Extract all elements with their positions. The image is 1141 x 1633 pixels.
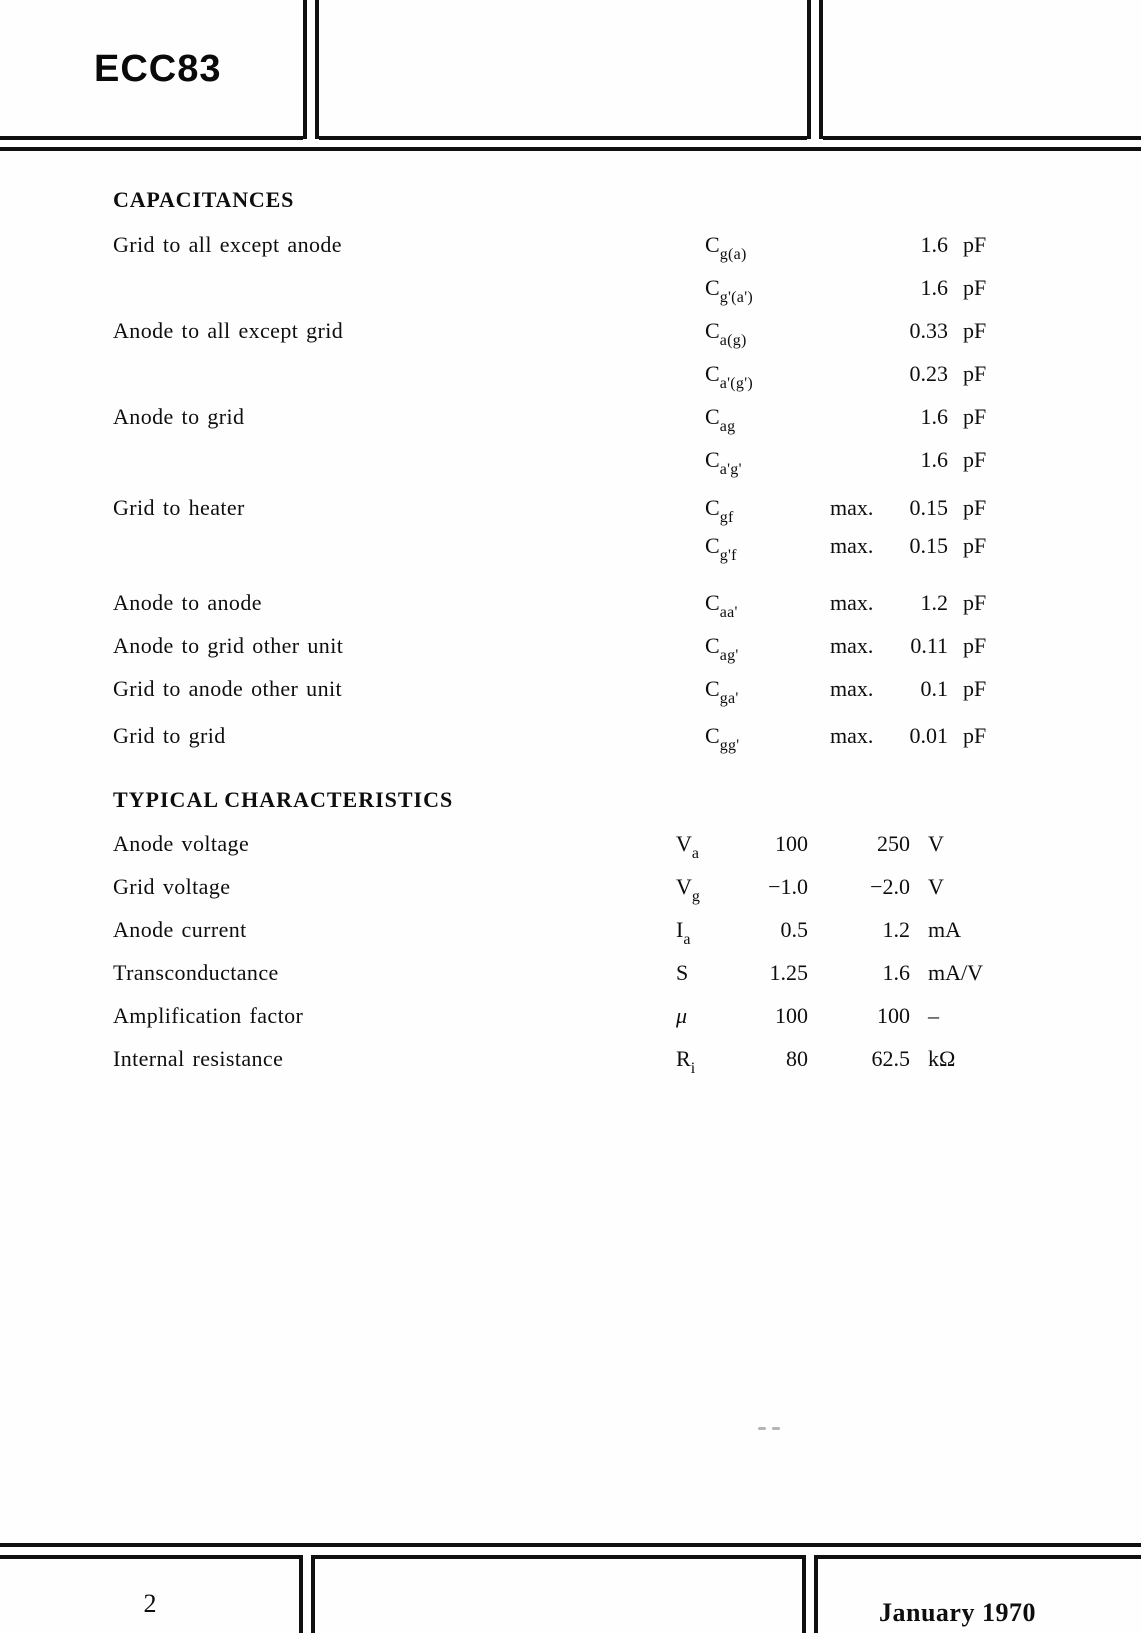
row-label: Anode voltage: [113, 831, 250, 856]
header-divider-right-a: [807, 0, 811, 139]
symbol: $I_a$: [676, 917, 691, 949]
symbol: $C_{a'g'}$: [705, 447, 742, 479]
header-divider-left-b: [315, 0, 319, 139]
table-row: [0, 674, 1141, 708]
value: 0.01: [909, 723, 948, 748]
symbol: $V_a$: [676, 831, 700, 863]
value-condition-1: −1.0: [768, 874, 808, 899]
symbol: $C_{ag'}$: [705, 633, 739, 665]
table-row: [0, 531, 1141, 565]
footer-divider-right-b: [814, 1555, 818, 1633]
table-row: [0, 316, 1141, 350]
capacitances-heading: CAPACITANCES: [113, 187, 295, 212]
value: 0.1: [920, 676, 948, 701]
unit: pF: [963, 590, 987, 615]
value-condition-2: 1.2: [882, 917, 910, 942]
value: 0.33: [909, 318, 948, 343]
value-condition-2: 100: [877, 1003, 910, 1028]
unit: V: [928, 874, 944, 899]
unit: pF: [963, 723, 987, 748]
scan-artifact-dots: [758, 1427, 784, 1431]
symbol: $C_{ga'}$: [705, 676, 739, 708]
qualifier: max.: [830, 533, 874, 558]
row-label: Grid voltage: [113, 874, 231, 899]
unit: pF: [963, 232, 987, 257]
value: 1.6: [920, 447, 948, 472]
unit: pF: [963, 361, 987, 386]
symbol: $C_{a(g)}$: [705, 318, 747, 350]
qualifier: max.: [830, 495, 874, 520]
value: 0.15: [909, 495, 948, 520]
footer-divider-left-a: [299, 1555, 303, 1633]
qualifier: max.: [830, 676, 874, 701]
table-row: [0, 721, 1141, 755]
value: 0.15: [909, 533, 948, 558]
footer-divider-left-b: [311, 1555, 315, 1633]
row-label: Grid to heater: [113, 495, 245, 520]
unit: pF: [963, 447, 987, 472]
symbol: $C_{aa'}$: [705, 590, 738, 622]
unit: pF: [963, 404, 987, 429]
unit: pF: [963, 318, 987, 343]
value: 1.6: [920, 275, 948, 300]
value-condition-2: −2.0: [870, 874, 910, 899]
value: 1.2: [920, 590, 948, 615]
symbol: $C_{gg'}$: [705, 723, 740, 755]
qualifier: max.: [830, 590, 874, 615]
row-label: Anode to grid: [113, 404, 245, 429]
symbol: $C_{ag}$: [705, 404, 736, 436]
table-row: [0, 588, 1141, 622]
value-condition-2: 62.5: [871, 1046, 910, 1071]
table-row: [0, 230, 1141, 264]
row-label: Amplification factor: [113, 1003, 304, 1028]
symbol: $C_{g(a)}$: [705, 232, 747, 264]
table-row: [0, 631, 1141, 665]
unit: pF: [963, 275, 987, 300]
row-label: Transconductance: [113, 960, 279, 985]
qualifier: max.: [830, 723, 874, 748]
value: 1.6: [920, 232, 948, 257]
value: 1.6: [920, 404, 948, 429]
table-row: [0, 1001, 1141, 1031]
value: 0.11: [910, 633, 948, 658]
unit: mA: [928, 917, 961, 942]
footer-rule-top: [0, 1543, 1141, 1547]
header-divider-right-b: [819, 0, 823, 139]
table-row: [0, 958, 1141, 988]
row-label: Anode to grid other unit: [113, 633, 344, 658]
header-divider-left-a: [303, 0, 307, 139]
table-row: [0, 1044, 1141, 1078]
value-condition-1: 0.5: [780, 917, 808, 942]
table-row: [0, 402, 1141, 436]
symbol: $C_{gf}$: [705, 495, 734, 527]
unit: kΩ: [928, 1046, 956, 1071]
qualifier: max.: [830, 633, 874, 658]
symbol: μ: [676, 1003, 688, 1028]
unit: mA/V: [928, 960, 983, 985]
header-rule-top-seg3: [823, 136, 1141, 140]
symbol: $C_{g'f}$: [705, 533, 737, 565]
table-row: [0, 445, 1141, 479]
symbol: S: [676, 960, 689, 985]
header-rule-bottom: [0, 147, 1141, 151]
row-label: Anode current: [113, 917, 247, 942]
value-condition-2: 250: [877, 831, 910, 856]
symbol: $R_i$: [676, 1046, 696, 1078]
table-row: [0, 872, 1141, 906]
row-label: Grid to anode other unit: [113, 676, 342, 701]
table-row: [0, 915, 1141, 949]
table-row: [0, 359, 1141, 393]
table-row: [0, 493, 1141, 527]
value-condition-2: 1.6: [882, 960, 910, 985]
page-number: 2: [143, 1589, 157, 1618]
row-label: Anode to all except grid: [113, 318, 344, 343]
footer-rule-bottom-seg1: [0, 1555, 299, 1559]
symbol: $V_g$: [676, 874, 701, 906]
value-condition-1: 100: [775, 1003, 808, 1028]
typical-characteristics-heading: TYPICAL CHARACTERISTICS: [113, 787, 454, 812]
table-row: [0, 273, 1141, 307]
tube-model-title: ECC83: [94, 48, 222, 90]
value-condition-1: 1.25: [769, 960, 808, 985]
row-label: Grid to all except anode: [113, 232, 342, 257]
footer-rule-bottom-seg2: [315, 1555, 802, 1559]
row-label: Grid to grid: [113, 723, 226, 748]
unit: V: [928, 831, 944, 856]
symbol: $C_{a'(g')}$: [705, 361, 754, 393]
row-label: Anode to anode: [113, 590, 262, 615]
unit: pF: [963, 495, 987, 520]
unit: pF: [963, 676, 987, 701]
value: 0.23: [909, 361, 948, 386]
table-row: [0, 829, 1141, 863]
footer-divider-right-a: [802, 1555, 806, 1633]
unit: pF: [963, 633, 987, 658]
unit: –: [928, 1003, 939, 1028]
symbol: $C_{g'(a')}$: [705, 275, 754, 307]
header-rule-top-seg2: [319, 136, 807, 140]
unit: pF: [963, 533, 987, 558]
footer-rule-bottom-seg3: [818, 1555, 1141, 1559]
header-rule-top-seg1: [0, 136, 303, 140]
value-condition-1: 80: [786, 1046, 808, 1071]
row-label: Internal resistance: [113, 1046, 284, 1071]
value-condition-1: 100: [775, 831, 808, 856]
issue-date: January 1970: [879, 1598, 1036, 1627]
